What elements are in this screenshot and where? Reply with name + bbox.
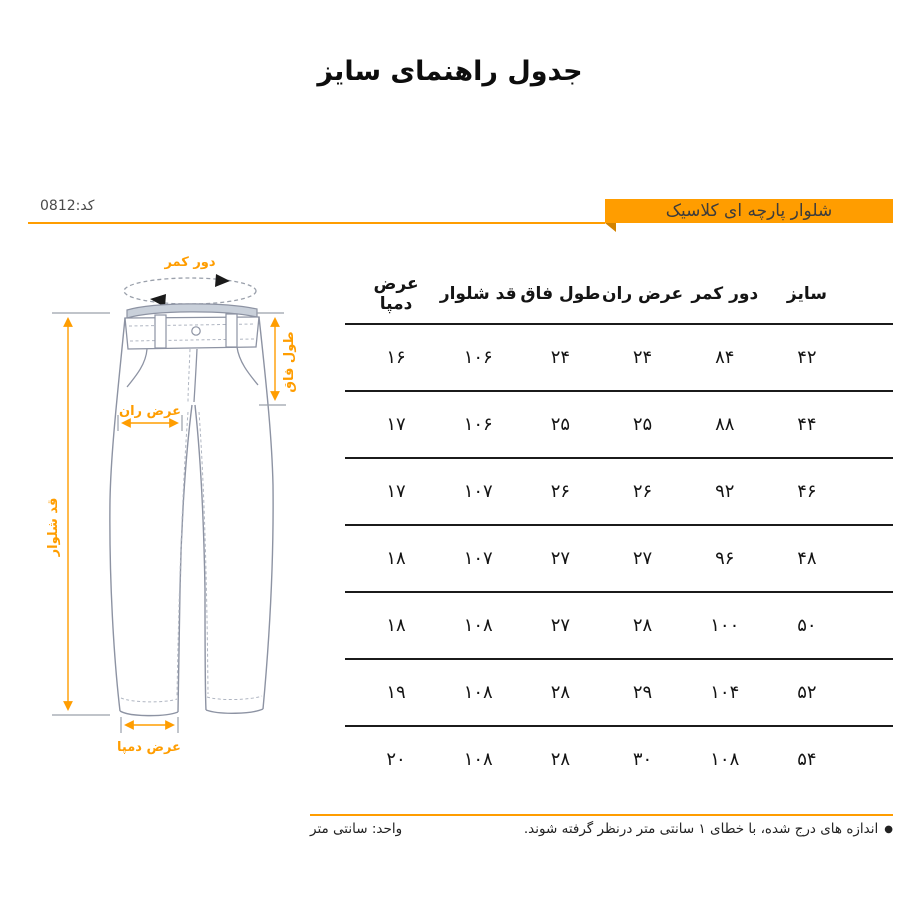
table-cell: ۱۰۷ bbox=[463, 481, 493, 502]
column-header-crotch: طول فاق bbox=[520, 284, 601, 304]
column-header-size: سایز bbox=[786, 284, 827, 304]
table-cell: ۱۰۸ bbox=[463, 615, 493, 636]
table-cell: ۲۵ bbox=[632, 414, 653, 435]
crotch-label: طول فاق bbox=[282, 331, 297, 393]
table-cell: ۲۵ bbox=[550, 414, 571, 435]
table-cell: ۲۷ bbox=[550, 548, 571, 569]
leg-opening-label: عرض دمپا bbox=[117, 740, 181, 755]
table-cell: ۲۸ bbox=[632, 615, 653, 636]
table-cell: ۴۲ bbox=[797, 347, 817, 368]
table-cell: ۲۶ bbox=[632, 481, 653, 502]
table-cell: ۱۷ bbox=[386, 481, 406, 502]
product-code: کد:0812 bbox=[40, 198, 95, 214]
size-table bbox=[345, 265, 893, 792]
table-row bbox=[345, 392, 893, 459]
column-header-length: قد شلوار bbox=[439, 284, 517, 304]
table-cell: ۹۲ bbox=[715, 481, 735, 502]
column-header-leg-opening: عرض دمپا bbox=[373, 274, 419, 314]
belt-loop bbox=[155, 315, 166, 348]
table-cell: ۴۴ bbox=[797, 414, 817, 435]
bullet-icon: ● bbox=[884, 823, 893, 835]
table-cell: ۲۸ bbox=[550, 749, 571, 770]
table-cell: ۲۷ bbox=[550, 615, 571, 636]
table-cell: ۲۴ bbox=[632, 347, 653, 368]
table-cell: ۱۰۷ bbox=[463, 548, 493, 569]
footer-accent-line bbox=[310, 814, 893, 816]
belt-loop bbox=[226, 314, 237, 347]
pocket-left bbox=[127, 349, 147, 387]
table-cell: ۵۲ bbox=[797, 682, 817, 703]
table-row bbox=[345, 593, 893, 660]
table-cell: ۱۰۸ bbox=[710, 749, 740, 770]
table-cell: ۲۴ bbox=[550, 347, 571, 368]
table-cell: ۳۰ bbox=[632, 749, 653, 770]
tolerance-note bbox=[524, 821, 893, 837]
column-header-thigh: عرض ران bbox=[602, 284, 684, 304]
table-cell: ۲۹ bbox=[632, 682, 653, 703]
length-label: قد شلوار bbox=[46, 497, 61, 557]
table-cell: ۱۸ bbox=[386, 548, 406, 569]
table-cell: ۱۰۰ bbox=[710, 615, 740, 636]
table-cell: ۲۸ bbox=[550, 682, 571, 703]
table-cell: ۸۴ bbox=[715, 347, 735, 368]
table-cell: ۵۰ bbox=[797, 615, 817, 636]
waist-arrow-icon bbox=[215, 274, 230, 287]
table-cell: ۸۸ bbox=[715, 414, 735, 435]
thigh-label: عرض ران bbox=[118, 404, 182, 419]
waist-label: دور کمر bbox=[164, 255, 216, 270]
table-row bbox=[345, 325, 893, 392]
table-cell: ۱۰۶ bbox=[463, 414, 493, 435]
table-cell: ۱۰۴ bbox=[710, 682, 740, 703]
table-cell: ۹۶ bbox=[715, 548, 735, 569]
product-name-ribbon bbox=[605, 199, 893, 223]
pocket-right bbox=[237, 347, 258, 385]
button bbox=[192, 327, 200, 335]
ribbon-fold-decoration bbox=[605, 223, 616, 232]
table-cell: ۱۰۸ bbox=[463, 682, 493, 703]
table-cell: ۱۶ bbox=[386, 347, 406, 368]
table-cell: ۱۷ bbox=[386, 414, 406, 435]
table-row bbox=[345, 727, 893, 792]
column-header-waist: دور کمر bbox=[691, 284, 759, 304]
table-cell: ۱۹ bbox=[386, 682, 406, 703]
table-cell: ۱۸ bbox=[386, 615, 406, 636]
table-row bbox=[345, 660, 893, 727]
table-cell: ۴۸ bbox=[797, 548, 817, 569]
pants-measurement-diagram bbox=[30, 250, 330, 770]
table-row bbox=[345, 526, 893, 593]
page-title: جدول راهنمای سایز bbox=[317, 56, 583, 87]
unit-note: واحد: سانتی متر bbox=[310, 821, 403, 837]
table-cell: ۲۰ bbox=[386, 749, 406, 770]
table-cell: ۱۰۶ bbox=[463, 347, 493, 368]
table-cell: ۵۴ bbox=[797, 749, 817, 770]
table-row bbox=[345, 459, 893, 526]
table-cell: ۲۶ bbox=[550, 481, 571, 502]
tolerance-note-text: اندازه های درج شده، با خطای ۱ سانتی متر درنظر گرفته شوند. bbox=[523, 821, 879, 837]
waist-circumference-ellipse bbox=[124, 278, 256, 304]
table-cell: ۴۶ bbox=[797, 481, 817, 502]
pants-drawing bbox=[30, 250, 330, 770]
table-header-row bbox=[345, 265, 893, 325]
product-name-label: شلوار پارچه ای کلاسیک bbox=[665, 201, 833, 221]
table-cell: ۱۰۸ bbox=[463, 749, 493, 770]
header-accent-line bbox=[28, 222, 605, 224]
table-cell: ۲۷ bbox=[632, 548, 653, 569]
